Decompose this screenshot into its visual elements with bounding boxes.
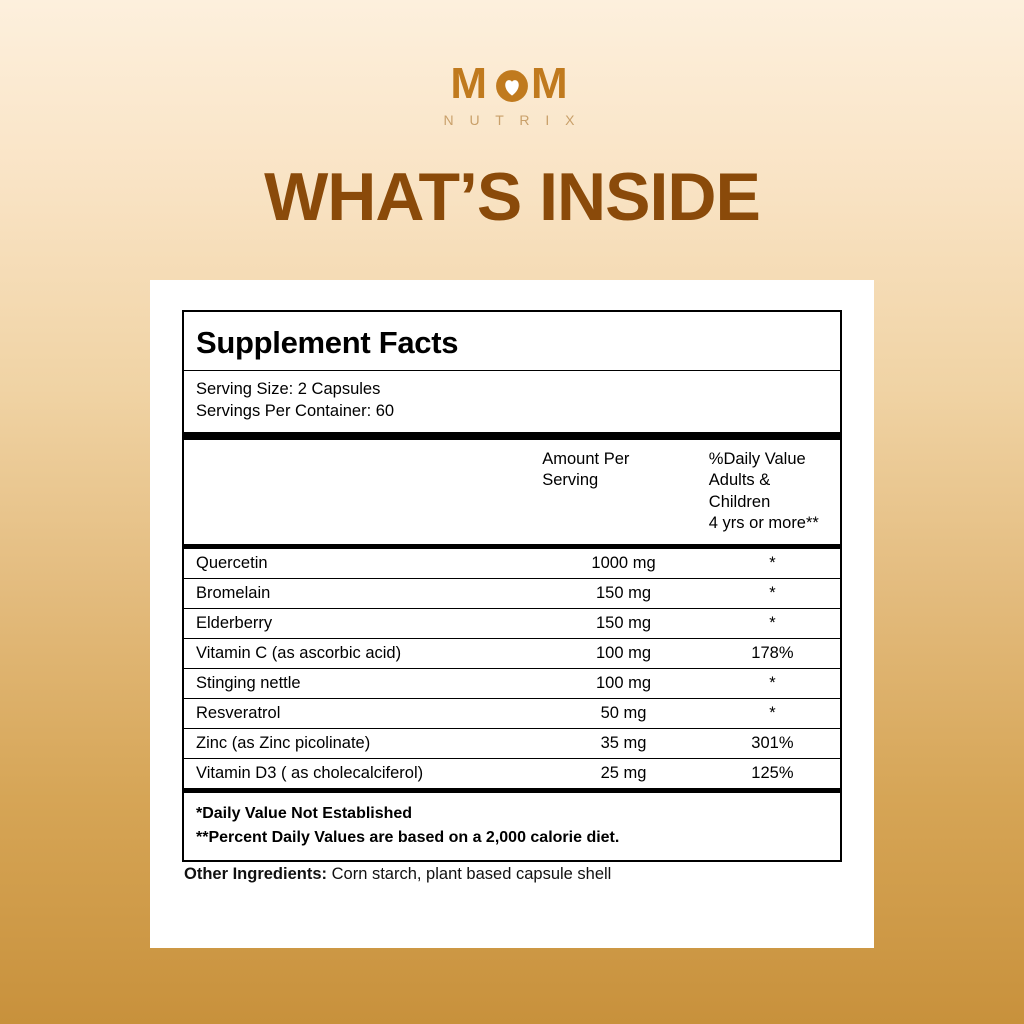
ingredient-amount: 150 mg: [538, 579, 709, 609]
table-row: [184, 729, 840, 759]
table-row: [184, 609, 840, 639]
table-row: [184, 579, 840, 609]
table-row: [184, 699, 840, 729]
brand-letter-left: M: [450, 59, 493, 108]
ingredient-amount: 100 mg: [538, 639, 709, 669]
other-ingredients-value: Corn starch, plant based capsule shell: [331, 865, 612, 883]
ingredient-dv: *: [709, 699, 840, 729]
ingredient-amount: 150 mg: [538, 609, 709, 639]
ingredient-table: [184, 549, 840, 788]
serving-info: [184, 371, 840, 432]
ingredient-dv: *: [769, 554, 776, 573]
ingredient-name: Vitamin D3 ( as cholecalciferol): [184, 759, 538, 789]
ingredient-dv: *: [709, 579, 840, 609]
ingredient-name: Vitamin C (as ascorbic acid): [184, 639, 538, 669]
supplement-facts-card: [150, 280, 874, 948]
table-header-row: [184, 440, 840, 545]
header-daily-value: [709, 440, 840, 545]
table-row: [184, 639, 840, 669]
ingredient-amount: 25 mg: [538, 759, 709, 789]
footnote-daily-value: *Daily Value Not Established: [196, 805, 413, 823]
brand-letter-right: M: [531, 59, 574, 108]
table-row: [184, 669, 840, 699]
ingredient-amount: 50 mg: [538, 699, 709, 729]
supplement-facts-title: Supplement Facts: [196, 325, 459, 360]
table-row: [184, 759, 840, 789]
brand-wordmark: [450, 59, 574, 108]
heart-icon: [495, 69, 529, 103]
ingredient-name: Elderberry: [184, 609, 538, 639]
divider-serving: [184, 432, 840, 440]
footnotes: [184, 793, 840, 859]
servings-per-container: Servings Per Container: 60: [196, 402, 395, 421]
header-blank: [184, 440, 538, 545]
footnote-percent-daily-values: **Percent Daily Values are based on a 2,000 calorie diet.: [196, 828, 620, 846]
ingredient-name: Quercetin: [196, 554, 268, 573]
ingredient-dv: *: [709, 609, 840, 639]
ingredient-dv: 178%: [709, 639, 840, 669]
header-amount-per-serving: [538, 440, 709, 545]
serving-size: Serving Size: 2 Capsules: [196, 380, 381, 399]
other-ingredients: [184, 865, 611, 884]
ingredient-dv: *: [709, 669, 840, 699]
header-amount-line1: Amount Per: [542, 449, 630, 468]
header-dv-line3: 4 yrs or more**: [708, 513, 819, 532]
ingredient-name: Zinc (as Zinc picolinate): [184, 729, 538, 759]
header-dv-line2: Adults & Children: [708, 471, 771, 511]
brand-subtitle: N U T R I X: [443, 112, 581, 128]
ingredient-amount: 35 mg: [538, 729, 709, 759]
nutrition-table: [184, 440, 840, 545]
brand-logo: [0, 59, 1024, 128]
ingredient-dv: 125%: [709, 759, 840, 789]
supplement-facts-panel: [182, 310, 842, 862]
ingredient-dv: 301%: [709, 729, 840, 759]
ingredient-amount: 1000 mg: [591, 554, 656, 573]
ingredient-name: Stinging nettle: [184, 669, 538, 699]
other-ingredients-label: Other Ingredients:: [184, 865, 328, 883]
page-title: WHAT’S INSIDE: [264, 159, 760, 235]
table-row: [184, 549, 840, 579]
ingredient-name: Bromelain: [184, 579, 538, 609]
ingredient-name: Resveratrol: [184, 699, 538, 729]
header-amount-line2: Serving: [542, 471, 599, 490]
header-dv-line1: %Daily Value: [708, 449, 806, 468]
ingredient-amount: 100 mg: [538, 669, 709, 699]
